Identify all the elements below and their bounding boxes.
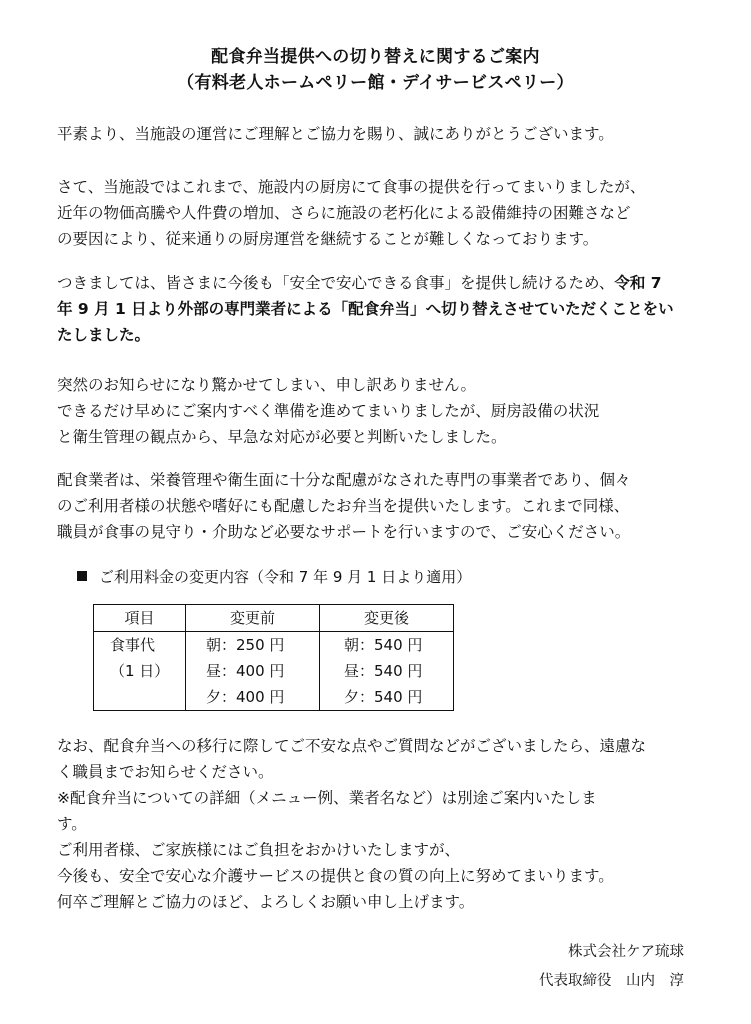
table-header-item: 項目 [94,605,186,632]
paragraph-line: 近年の物価高騰や人件費の増加、さらに施設の老朽化による設備維持の困難さなど [57,204,631,222]
announcement-paragraph [57,270,707,348]
document-subtitle: （有料老人ホームペリー館・デイサービスペリー） [177,73,574,93]
after-cell [320,632,454,711]
paragraph-line: の要因により、従来通りの厨房運営を継続することが難しくなっております。 [57,230,599,248]
before-lunch: 昼：400 円 [206,662,285,680]
closing-paragraph [57,733,707,915]
table-header-before: 変更前 [186,605,320,632]
fee-section-heading [77,566,471,587]
greeting-paragraph [57,121,707,147]
item-name: 食事代 [110,636,156,654]
item-cell [94,632,186,711]
announcement-text: つきましては、皆さまに今後も「安全で安心できる食事」を提供し続けるため、 [57,274,615,292]
paragraph-line: たしました。 [57,326,151,344]
table-row [94,632,454,711]
fee-section-heading-text: ご利用料金の変更内容（令和 7 年 9 月 1 日より適用） [99,568,472,586]
after-lunch: 昼：540 円 [344,662,423,680]
document-title: 配食弁当提供への切り替えに関するご案内 [211,47,540,67]
item-unit: （1 日） [110,662,170,680]
square-bullet-icon [77,571,87,581]
before-dinner: 夕：400 円 [206,688,285,706]
paragraph-line: 突然のお知らせになり驚かせてしまい、申し訳ありません。 [57,376,476,394]
paragraph-line: のご利用者様の状態や嗜好にも配慮したお弁当を提供いたします。これまで同様、 [57,497,630,515]
paragraph-line: 職員が食事の見守り・介助など必要なサポートを行いますので、ご安心ください。 [57,523,631,541]
table-header-row [94,605,454,632]
paragraph-line: 年 9 月 1 日より外部の専門業者による「配食弁当」へ切り替えさせていただくことをい [57,300,674,318]
table-header-after: 変更後 [320,605,454,632]
paragraph-line: す。 [57,815,87,833]
paragraph-line: ご利用者様、ご家族様にはご負担をおかけいたしますが、 [57,841,461,859]
paragraph-line: できるだけ早めにご案内すべく準備を進めてまいりましたが、厨房設備の状況 [57,402,600,420]
before-cell [186,632,320,711]
paragraph-line: 平素より、当施設の運営にご理解とご協力を賜り、誠にありがとうございます。 [57,125,614,143]
paragraph-line: ※配食弁当についての詳細（メニュー例、業者名など）は別途ご案内いたしま [57,789,597,807]
apology-paragraph [57,372,707,450]
after-breakfast: 朝：540 円 [344,636,423,654]
paragraph-line: く職員までお知らせください。 [57,763,274,781]
background-paragraph [57,174,707,252]
signature-company: 株式会社ケア琉球 [568,944,684,960]
after-dinner: 夕：540 円 [344,688,423,706]
announcement-date-start: 令和 7 [614,274,662,292]
paragraph-line: 何卒ご理解とご協力のほど、よろしくお願い申し上げます。 [57,893,475,911]
before-breakfast: 朝：250 円 [206,636,285,654]
paragraph-line [57,270,707,296]
paragraph-line: 配食業者は、栄養管理や衛生面に十分な配慮がなされた専門の事業者であり、個々 [57,471,631,489]
paragraph-line: なお、配食弁当への移行に際してご不安な点やご質問などがございましたら、遠慮な [57,737,647,755]
paragraph-line: さて、当施設ではこれまで、施設内の厨房にて食事の提供を行ってまいりましたが、 [57,178,646,196]
fee-table [93,604,454,711]
vendor-paragraph [57,467,707,545]
paragraph-line: と衛生管理の観点から、早急な対応が必要と判断いたしました。 [57,428,507,446]
paragraph-line: 今後も、安全で安心な介護サービスの提供と食の質の向上に努めてまいります。 [57,867,614,885]
signature-representative: 代表取締役 山内 淳 [539,973,684,989]
